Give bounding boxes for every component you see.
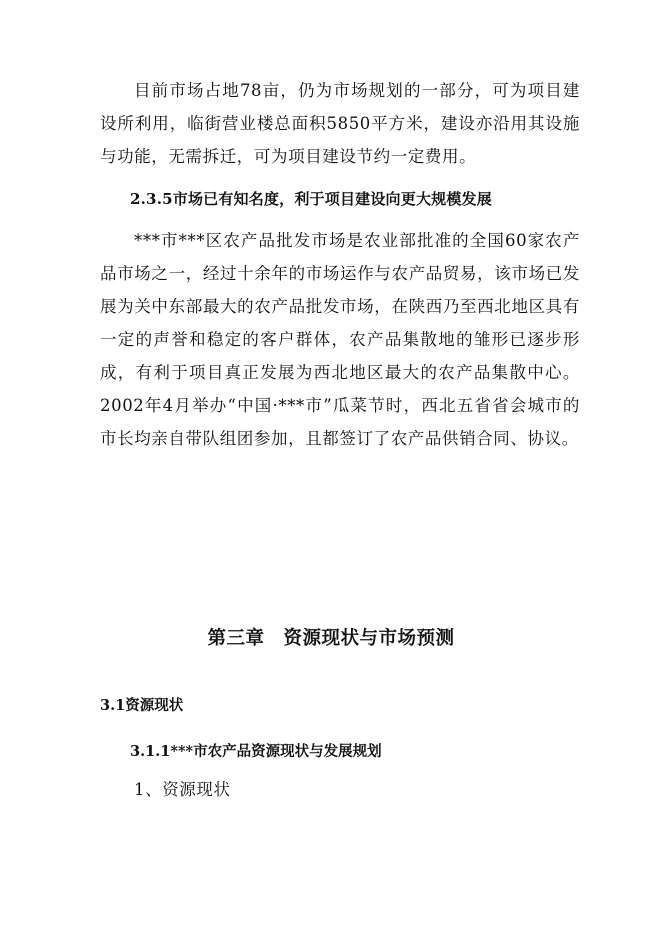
section-heading-3-1-1: 3.1.1***市农产品资源现状与发展规划 — [130, 743, 382, 760]
body-paragraph-market-land: 目前市场占地78亩，仍为市场规划的一部分，可为项目建设所利用，临街营业楼总面积5850平方米，建设亦沿用其设施与功能，无需拆迁，可为项目建设节约一定费用。 — [100, 81, 580, 166]
section-heading-3-1: 3.1资源现状 — [100, 697, 184, 714]
section-heading-2-3-5: 2.3.5市场已有知名度，利于项目建设向更大规模发展 — [130, 190, 492, 208]
body-paragraph-market-reputation: ***市***区农产品批发市场是农业部批准的全国60家农产品市场之一，经过十余年的市场运作与农产品贸易，该市场已发展为关中东部最大的农产品批发市场，在陕西乃至西北地区具有一定的声誉和稳定的客户群体，农产品集散地的雏形已逐步形成，有利于项目真正发展为西北地区最大的农产品集散中心。2002年4月举办“中国·***市”瓜菜节时，西北五省省会城市的市长均亲自带队组团参加，且都签订了农产品供销合同、协议。 — [100, 231, 580, 448]
list-item-resource-status: 1、资源现状 — [134, 780, 231, 799]
chapter-title: 第三章 资源现状与市场预测 — [207, 628, 455, 649]
